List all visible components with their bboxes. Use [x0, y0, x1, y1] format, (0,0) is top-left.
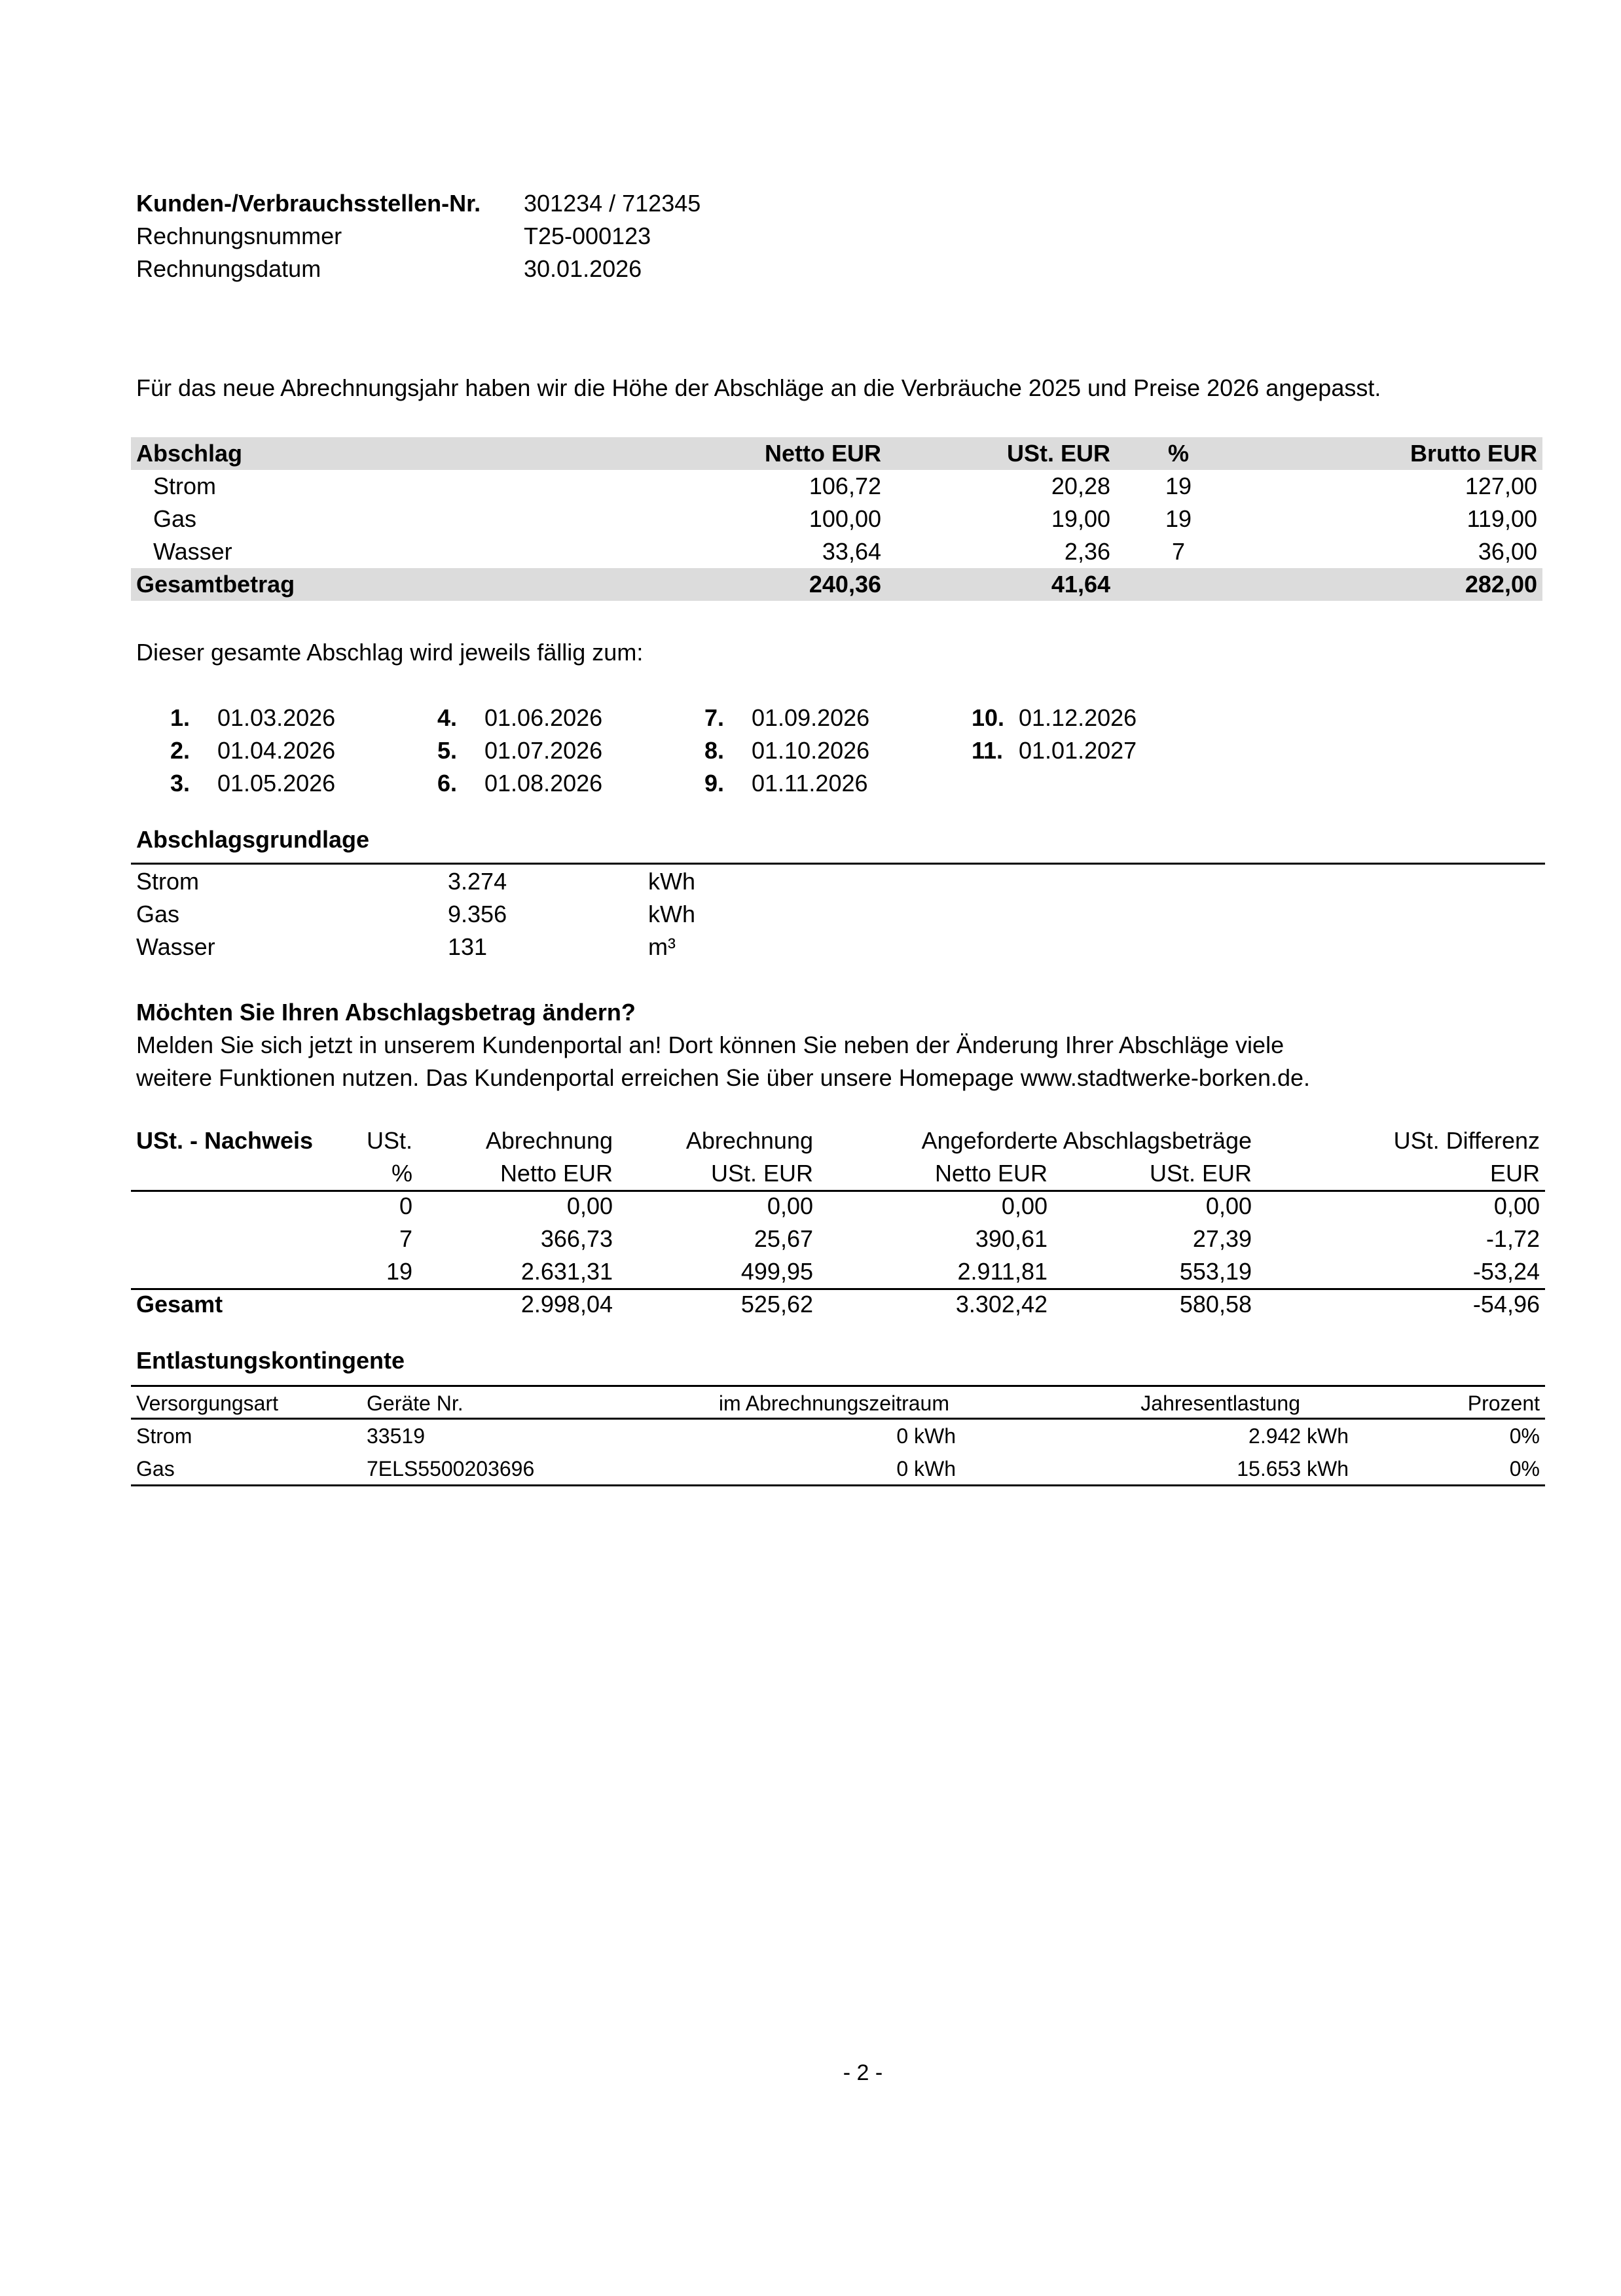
abschlag-header-netto: Netto EUR — [765, 440, 881, 467]
aendern-line-1: Melden Sie sich jetzt in unserem Kundenportal an! Dort können Sie neben der Änderung Ihrer Abschläge viele — [136, 1031, 1284, 1058]
entlastung-top-rule — [131, 1385, 1545, 1387]
invoice-date-value: 30.01.2026 — [524, 255, 642, 282]
aendern-title: Möchten Sie Ihren Abschlagsbetrag ändern? — [136, 999, 636, 1026]
invoice-number-value: T25-000123 — [524, 223, 651, 249]
faellig-text: Dieser gesamte Abschlag wird jeweils fällig zum: — [136, 639, 644, 666]
page-number: - 2 - — [843, 2060, 883, 2085]
invoice-number-label: Rechnungsnummer — [136, 223, 342, 249]
abschlag-header-brutto: Brutto EUR — [1410, 440, 1537, 467]
abschlag-header-label: Abschlag — [136, 440, 243, 467]
customer-number-label: Kunden-/Verbrauchsstellen-Nr. — [136, 190, 481, 217]
entlastung-bottom-rule — [131, 1484, 1545, 1486]
abschlag-header-ust: USt. EUR — [1006, 440, 1110, 467]
aendern-line-2: weitere Funktionen nutzen. Das Kundenportal erreichen Sie über unsere Homepage www.stadtwerke-borken.de. — [136, 1064, 1311, 1091]
invoice-date-label: Rechnungsdatum — [136, 255, 321, 282]
ust-total-rule — [131, 1288, 1545, 1290]
grundlage-rule — [131, 863, 1545, 865]
entlastung-title: Entlastungskontingente — [136, 1347, 405, 1374]
customer-number-value: 301234 / 712345 — [524, 190, 701, 217]
ust-header-rule — [131, 1190, 1545, 1192]
entlastung-header-rule — [131, 1418, 1545, 1420]
grundlage-title: Abschlagsgrundlage — [136, 826, 370, 853]
ust-title: USt. - Nachweis — [136, 1127, 314, 1154]
intro-text: Für das neue Abrechnungsjahr haben wir die Höhe der Abschläge an die Verbräuche 2025 und Preise 2026 angepasst. — [136, 374, 1381, 401]
abschlag-header-percent: % — [1167, 440, 1189, 467]
